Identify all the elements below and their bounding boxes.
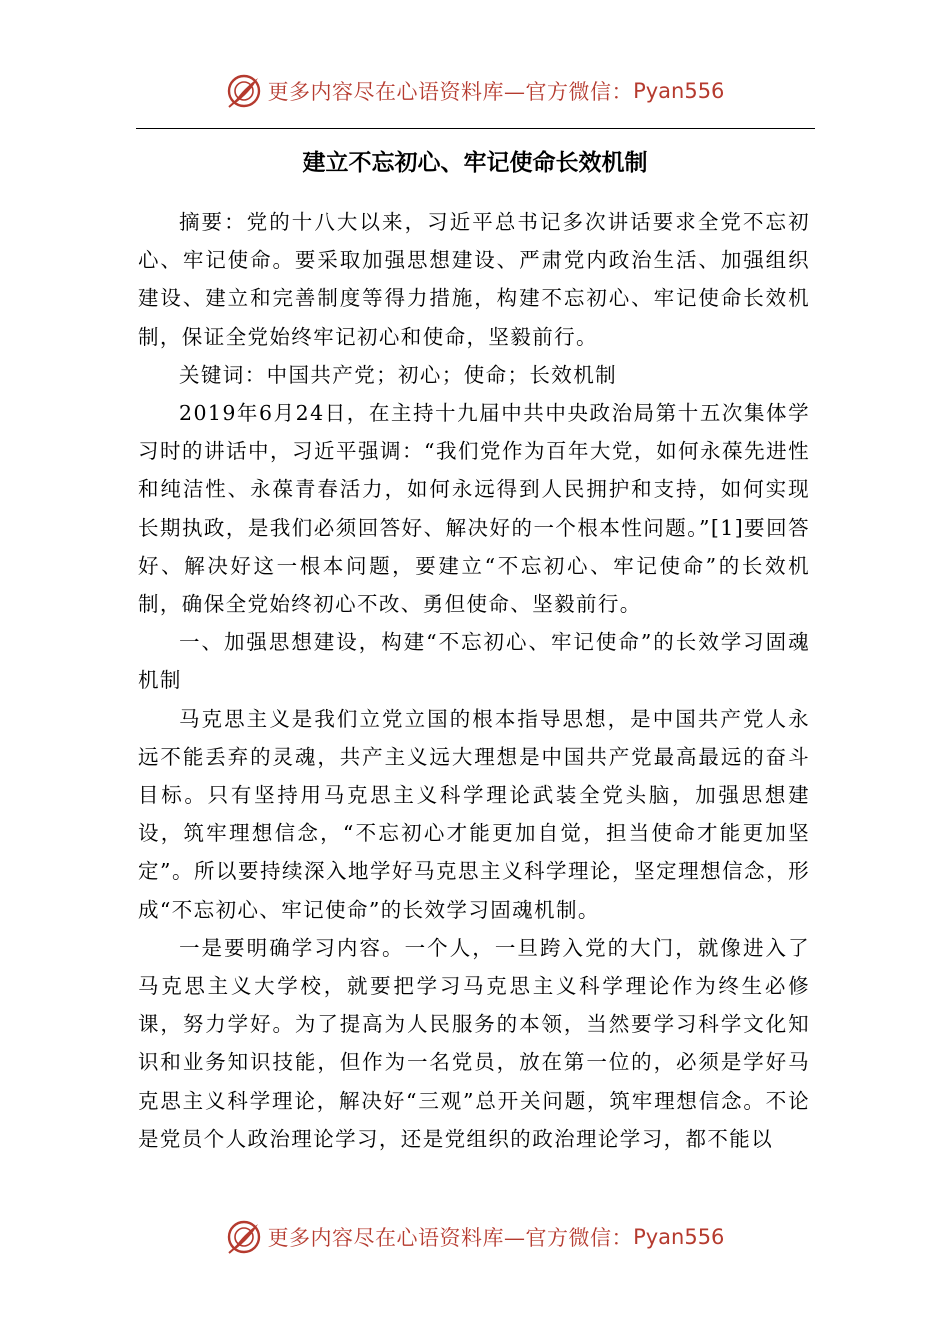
header-banner (0, 66, 950, 116)
header-divider (136, 128, 815, 129)
document-body (138, 203, 810, 1158)
body-paragraph: 马克思主义是我们立党立国的根本指导思想，是中国共产党人永远不能丢弃的灵魂，共产主义远大理想是中国共产党最高最远的奋斗目标。只有坚持用马克思主义科学理论武装全党头脑，加强思想建设，筑牢理想信念，“不忘初心才能更加自觉，担当使命才能更加坚定”。所以要持续深入地学好马克思主义科学理论，坚定理想信念，形成“不忘初心、牢记使命”的长效学习固魂机制。 (138, 706, 810, 922)
document-title: 建立不忘初心、牢记使命长效机制 (302, 149, 648, 176)
banner-wechat-id: Pyan556 (633, 1225, 725, 1249)
intro-paragraph: 2019年6月24日，在主持十九届中共中央政治局第十五次集体学习时的讲话中，习近平强调：“我们党作为百年大党，如何永葆先进性和纯洁性、永葆青春活力，如何永远得到人民拥护和支持，如何实现长期执政，是我们必须回答好、解决好的一个根本性问题。”[1]要回答好、解决好这一根本问题，要建立“不忘初心、牢记使命”的长效机制，确保全党始终初心不改、勇但使命、坚毅前行。 (138, 401, 810, 617)
section-heading: 一、加强思想建设，构建“不忘初心、牢记使命”的长效学习固魂机制 (138, 630, 810, 693)
keywords-paragraph: 关键词：中国共产党；初心；使命；长效机制 (179, 362, 617, 387)
quill-logo-icon (226, 73, 262, 109)
abstract-paragraph: 摘要：党的十八大以来，习近平总书记多次讲话要求全党不忘初心、牢记使命。要采取加强思想建设、严肃党内政治生活、加强组织建设、建立和完善制度等得力措施，构建不忘初心、牢记使命长效机制，保证全党始终牢记初心和使命，坚毅前行。 (138, 210, 810, 349)
banner-text: 更多内容尽在心语资料库—官方微信： (267, 1226, 634, 1250)
banner-text: 更多内容尽在心语资料库—官方微信： (267, 80, 634, 104)
banner-wechat-id: Pyan556 (633, 79, 725, 103)
footer-banner (0, 1212, 950, 1262)
quill-logo-icon (226, 1219, 262, 1255)
body-paragraph: 一是要明确学习内容。一个人，一旦跨入党的大门，就像进入了马克思主义大学校，就要把学习马克思主义科学理论作为终生必修课，努力学好。为了提高为人民服务的本领，当然要学习科学文化知识和业务知识技能，但作为一名党员，放在第一位的，必须是学好马克思主义科学理论，解决好“三观”总开关问题，筑牢理想信念。不论是党员个人政治理论学习，还是党组织的政治理论学习，都不能以 (138, 935, 810, 1151)
